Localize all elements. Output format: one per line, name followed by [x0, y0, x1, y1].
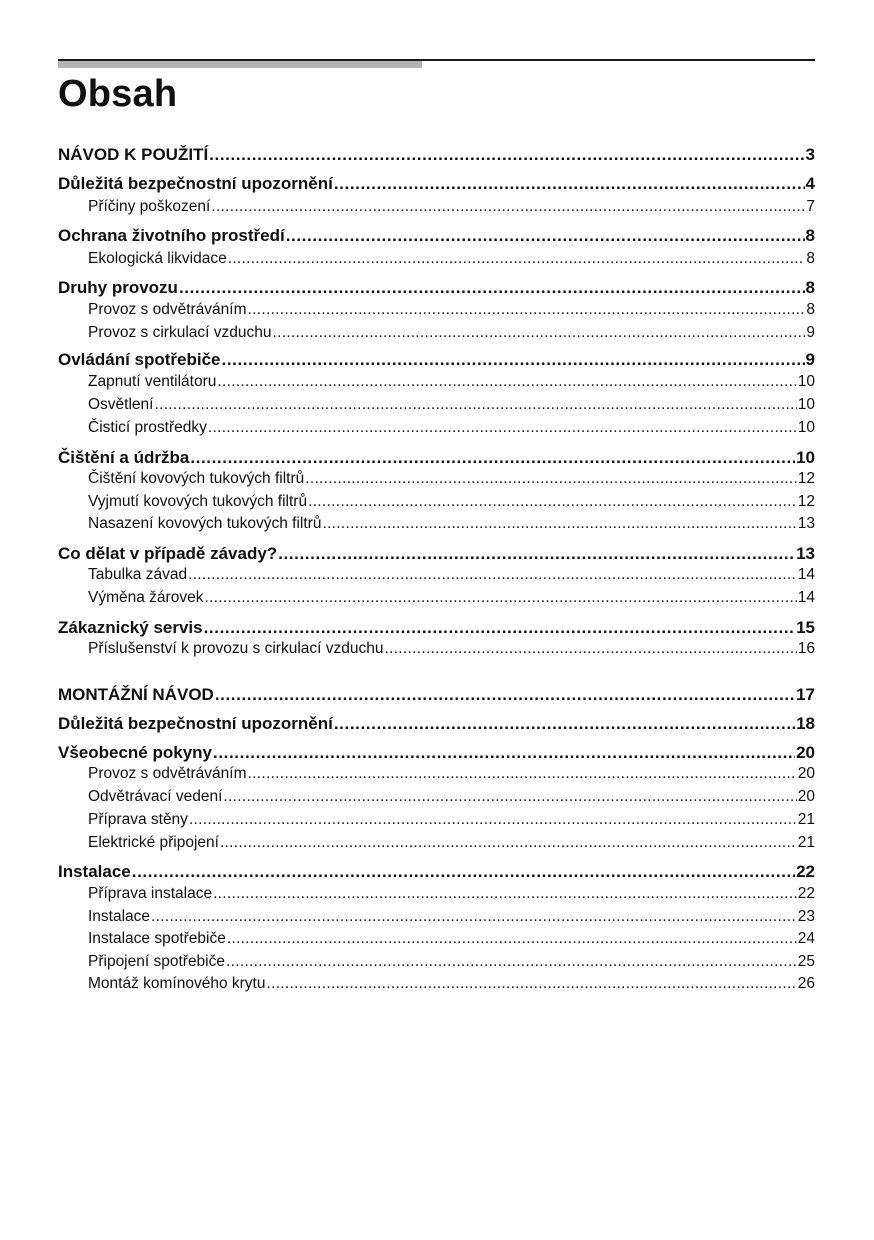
toc-dot-leader	[132, 862, 795, 882]
toc-entry-title: Nasazení kovových tukových filtrů	[88, 515, 322, 532]
toc-page-number: 17	[796, 685, 815, 704]
toc-entry-title: Elektrické připojení	[88, 834, 219, 851]
toc-entry[interactable]	[58, 350, 815, 370]
toc-entry[interactable]	[58, 953, 815, 971]
toc-page-number: 20	[797, 788, 815, 805]
toc-entry[interactable]	[58, 226, 815, 246]
toc-entry-title: Zákaznický servis	[58, 618, 203, 637]
toc-dot-leader	[248, 765, 797, 783]
toc-entry[interactable]	[58, 640, 815, 658]
toc-dot-leader	[266, 975, 796, 993]
toc-dot-leader	[278, 544, 795, 564]
toc-entry[interactable]	[58, 618, 815, 638]
toc-entry-title: Ekologická likvidace	[88, 250, 227, 267]
toc-dot-leader	[213, 885, 797, 903]
toc-entry-title: Instalace spotřebiče	[88, 930, 226, 947]
toc-entry[interactable]	[58, 373, 815, 391]
toc-page-number: 7	[806, 198, 815, 215]
toc-entry[interactable]	[58, 198, 815, 216]
toc-entry-title: Příslušenství k provozu s cirkulací vzduchu	[88, 640, 384, 657]
toc-page-number: 22	[797, 885, 815, 902]
toc-entry-title: Osvětlení	[88, 396, 154, 413]
toc-entry-title: Druhy provozu	[58, 278, 178, 297]
toc-dot-leader	[228, 250, 806, 268]
toc-entry-title: Tabulka závad	[88, 566, 188, 583]
toc-page-number: 14	[797, 566, 815, 583]
toc-page-number: 26	[797, 975, 815, 992]
toc-dot-leader	[179, 278, 805, 298]
toc-dot-leader	[151, 908, 797, 926]
toc-entry-title: Příprava stěny	[88, 811, 188, 828]
toc-entry[interactable]	[58, 493, 815, 511]
toc-page-number: 9	[806, 324, 815, 341]
toc-entry[interactable]	[58, 324, 815, 342]
toc-page-number: 10	[797, 419, 815, 436]
toc-entry[interactable]	[58, 930, 815, 948]
toc-entry-title: Vyjmutí kovových tukových filtrů	[88, 493, 308, 510]
toc-page-number: 21	[797, 834, 815, 851]
toc-entry[interactable]	[58, 908, 815, 926]
header-accent-bar	[58, 61, 422, 68]
toc-entry-title: Příčiny poškození	[88, 198, 211, 215]
toc-dot-leader	[215, 685, 795, 705]
toc-dot-leader	[204, 589, 796, 607]
toc-page-number: 3	[805, 145, 815, 164]
toc-dot-leader	[322, 515, 796, 533]
toc-entry-title: Montáž komínového krytu	[88, 975, 266, 992]
toc-entry[interactable]	[58, 862, 815, 882]
toc-entry-title: Odvětrávací vedení	[88, 788, 223, 805]
toc-page-number: 8	[806, 301, 815, 318]
toc-entry-title: Čištění kovových tukových filtrů	[88, 470, 305, 487]
toc-entry-title: Provoz s odvětráváním	[88, 301, 247, 318]
toc-page-number: 24	[797, 930, 815, 947]
toc-page-number: 10	[797, 373, 815, 390]
toc-page-number: 13	[796, 544, 815, 563]
toc-dot-leader	[222, 350, 805, 370]
toc-entry-title: Ovládání spotřebiče	[58, 350, 221, 369]
toc-entry-title: Ochrana životního prostředí	[58, 226, 285, 245]
toc-dot-leader	[308, 493, 797, 511]
toc-entry[interactable]	[58, 250, 815, 268]
toc-page-number: 20	[797, 765, 815, 782]
toc-page-number: 13	[797, 515, 815, 532]
toc-page-number: 22	[796, 862, 815, 881]
toc-entry-title: Příprava instalace	[88, 885, 213, 902]
toc-entry[interactable]	[58, 396, 815, 414]
toc-entry[interactable]	[58, 975, 815, 993]
toc-dot-leader	[226, 953, 797, 971]
toc-dot-leader	[248, 301, 806, 319]
toc-dot-leader	[227, 930, 797, 948]
toc-dot-leader	[209, 145, 804, 165]
toc-page-number: 9	[805, 350, 815, 369]
toc-page-number: 20	[796, 743, 815, 762]
toc-entry[interactable]	[58, 301, 815, 319]
toc-entry[interactable]	[58, 685, 815, 705]
toc-dot-leader	[384, 640, 796, 658]
toc-dot-leader	[190, 448, 795, 468]
toc-page-number: 18	[796, 714, 815, 733]
toc-entry[interactable]	[58, 448, 815, 468]
toc-entry-title: Provoz s odvětráváním	[88, 765, 247, 782]
toc-dot-leader	[211, 198, 805, 216]
toc-page-number: 10	[796, 448, 815, 467]
toc-page-number: 16	[797, 640, 815, 657]
toc-entry[interactable]	[58, 470, 815, 488]
toc-page-number: 8	[806, 250, 815, 267]
toc-dot-leader	[188, 566, 797, 584]
toc-dot-leader	[154, 396, 796, 414]
toc-entry[interactable]	[58, 278, 815, 298]
toc-dot-leader	[189, 811, 797, 829]
toc-entry-title: Čisticí prostředky	[88, 419, 207, 436]
toc-entry[interactable]	[58, 515, 815, 533]
toc-entry-title: Čištění a údržba	[58, 448, 190, 467]
page-title: Obsah	[58, 73, 178, 115]
toc-entry[interactable]	[58, 788, 815, 806]
toc-entry-title: Výměna žárovek	[88, 589, 204, 606]
toc-entry-title: Připojení spotřebiče	[88, 953, 225, 970]
toc-dot-leader	[334, 714, 795, 734]
toc-dot-leader	[286, 226, 805, 246]
toc-page-number: 23	[797, 908, 815, 925]
toc-entry[interactable]	[58, 811, 815, 829]
toc-dot-leader	[208, 419, 797, 437]
toc-page-number: 12	[797, 493, 815, 510]
toc-entry-title: Zapnutí ventilátoru	[88, 373, 217, 390]
toc-entry-title: NÁVOD K POUŽITÍ	[58, 145, 209, 164]
toc-entry[interactable]	[58, 714, 815, 734]
toc-entry-title: Důležitá bezpečnostní upozornění	[58, 714, 333, 733]
toc-dot-leader	[217, 373, 796, 391]
toc-page-number: 25	[797, 953, 815, 970]
toc-page-number: 15	[796, 618, 815, 637]
toc-entry-title: Důležitá bezpečnostní upozornění	[58, 174, 333, 193]
toc-entry[interactable]	[58, 765, 815, 783]
toc-entry-title: Provoz s cirkulací vzduchu	[88, 324, 272, 341]
toc-dot-leader	[334, 174, 805, 194]
toc-entry-title: MONTÁŽNÍ NÁVOD	[58, 685, 214, 704]
toc-page-number: 21	[797, 811, 815, 828]
toc-dot-leader	[220, 834, 797, 852]
toc-entry-title: Instalace	[88, 908, 151, 925]
toc-dot-leader	[305, 470, 797, 488]
toc-entry-title: Instalace	[58, 862, 131, 881]
toc-page-number: 4	[805, 174, 815, 193]
toc-entry[interactable]	[58, 834, 815, 852]
toc-dot-leader	[273, 324, 806, 342]
toc-dot-leader	[213, 743, 795, 763]
toc-entry-title: Co dělat v případě závady?	[58, 544, 278, 563]
toc-entry-title: Všeobecné pokyny	[58, 743, 213, 762]
toc-entry[interactable]	[58, 419, 815, 437]
toc-entry[interactable]	[58, 885, 815, 903]
toc-page-number: 12	[797, 470, 815, 487]
toc-entry[interactable]	[58, 566, 815, 584]
toc-entry[interactable]	[58, 174, 815, 194]
toc-entry[interactable]	[58, 743, 815, 763]
toc-entry[interactable]	[58, 589, 815, 607]
toc-page-number: 14	[797, 589, 815, 606]
toc-page-number: 8	[805, 278, 815, 297]
toc-dot-leader	[223, 788, 796, 806]
toc-page-number: 10	[797, 396, 815, 413]
toc-dot-leader	[204, 618, 795, 638]
toc-entry[interactable]	[58, 544, 815, 564]
toc-page-number: 8	[805, 226, 815, 245]
toc-entry[interactable]	[58, 145, 815, 165]
